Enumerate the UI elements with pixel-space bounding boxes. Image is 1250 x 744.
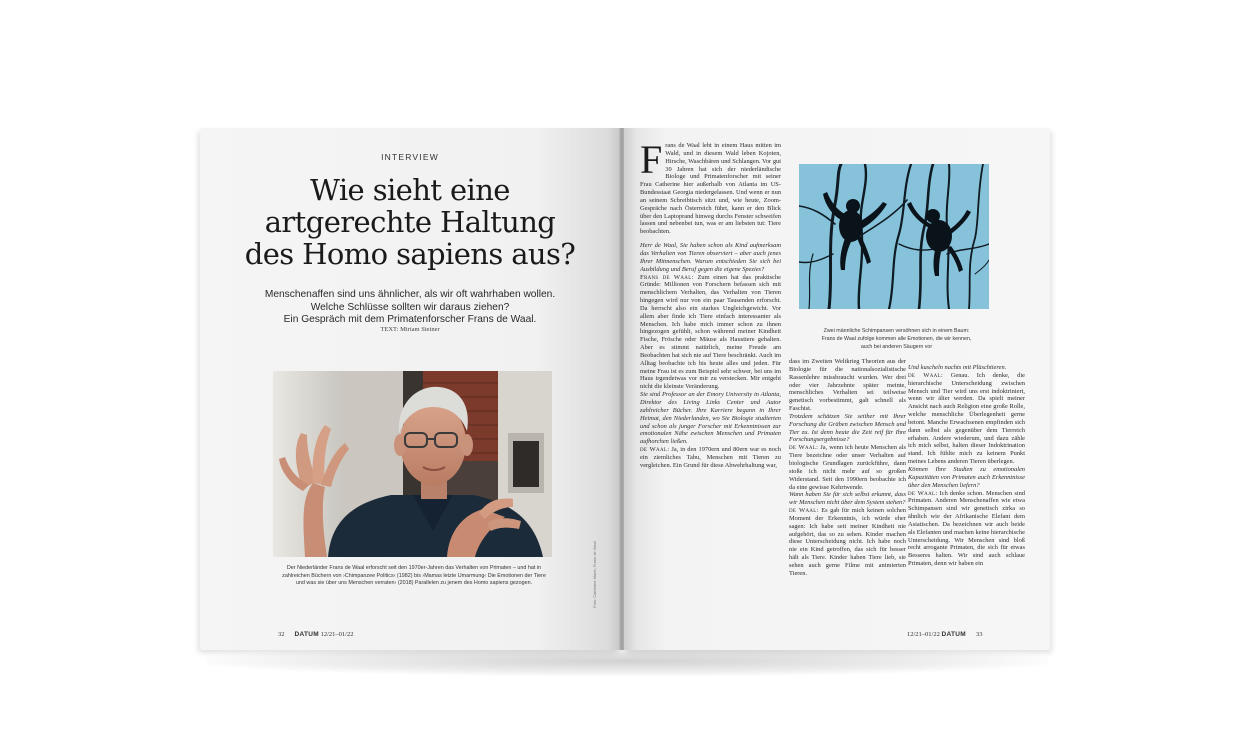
headline [220,174,600,270]
caption-line: Zwei männliche Schimpansen versöhnen sich in einem Baum: [823,328,970,334]
left-page [200,128,620,650]
question: Sie sind Professor an der Emory University in Atlanta, Direktor des Living Links Center und Autor zahlreicher Bücher. Ihre Karriere begann in Ihrer Heimat, den Niederlanden, wo Sie Biologie studierten und schon als junger Forscher mit Erkenntnissen zur emotionalen Nähe zwischen Menschen und Primaten aufhorchen ließen. [640,391,781,446]
question: Wann haben Sie für sich selbst erkannt, dass wir Menschen nicht über dem System stehen? [789,491,906,507]
text-column-3 [908,364,1025,630]
speaker-label: de Waal: [789,444,819,452]
photo-credit: Foto: Catherine Marin, Frans de Waal [592,541,597,608]
speaker-label: de Waal: [640,446,670,454]
answer-continued: dass im Zweiten Weltkrieg Theorien aus der Biologie für die nationalsozialistische Rassenlehre missbraucht wurden. Wer drei oder vier Jahrzehnte später meinte, menschliches Verhalten sei teilweise genetisch vorbestimmt, galt schnell als Faschist. [789,358,906,413]
issue-date: 12/21–01/22 [320,631,354,638]
page-number: 32 [278,631,285,638]
answer: de Waal: Ich denke schon. Menschen sind Primaten. Anderen Menschenaffen wie etwa Schimpansen sind wir genetisch zirka so ähnlich wie der Afrikanische Elefant dem Asiatischen. Da bezeichnen wir auch beide als Elefanten und machen keine hierarchische Unterscheidung. Wir Menschen sind bloß recht arrogante Primaten, die sich für etwas Besseres halten. Wir sind auch schlaue Primaten, denn wir haben ein [908,489,1025,568]
speaker-label: de Waal: [908,489,938,497]
magazine-logo: DATUM [941,631,966,638]
question: Und kuscheln nachts mit Plüschtieren. [908,364,1007,371]
lead-text [230,289,590,327]
text-column-1 [640,142,781,630]
caption-line: und was sie über uns Menschen verraten‹ (2018) Parallelen zu jenem des Homo sapiens gezogen. [295,580,533,587]
lead-line: Ein Gespräch mit dem Primatenforscher Frans de Waal. [283,314,537,325]
drop-cap: F [640,142,663,182]
headline-line: des Homo sapiens aus? [244,237,576,271]
portrait-photo [273,371,552,557]
headline-line: Wie sieht eine [310,173,510,207]
headline-line: artgerechte Haltung [264,205,556,239]
folio-right [907,631,983,638]
magazine-logo: DATUM [294,631,319,638]
caption-line: zahlreichen Büchern von ›Chimpanzee Politics‹ (1982) bis ›Mamas letzte Umarmung‹ Die Emotionen der Tiere [282,572,546,579]
section-rubric: INTERVIEW [381,152,439,162]
byline: TEXT: Miriam Steiner [380,326,440,333]
answer: Frans de Waal: Zum einen hat das praktische Gründe: Millionen von Forschern befassen sich mit menschlichem Verhalten, das Verhalten von Tieren hingegen wird nur von ein paar Tausenden erforscht. Da herrscht also ein starkes Ungleichgewicht. Vor allem aber finde ich Tiere einfach interessanter als Menschen. Ich habe mich immer schon zu ihnen hingezogen gefühlt, schon während meiner Kindheit Fische, Frösche oder Mäuse als Haustiere gehalten. Aber es stimmt natürlich, meine Freude am Beobachten hat sich nie auf Tiere beschränkt. Auch im Alltag beobachte ich bis heute alles und jeden. Für meine Frau ist es zum Beispiel sehr schwer, bei uns im Haus irgendetwas vor mir zu verstecken. Mir entgeht nicht die kleinste Veränderung. [640,273,781,391]
answer: de Waal: Ja, wenn ich heute Menschen als Tiere bezeichne oder unser Verhalten auf biologische Grundlagen zurückführe, dann stoße ich nicht mehr auf so großen Widerstand. Seit den 1990ern beobachte ich da eine gewisse Kehrtwende. [789,444,906,491]
answer: de Waal: Ja, in den 1970ern und 80ern war es noch ein ziemliches Tabu, Menschen mit Tieren zu vergleichen. Ein Grund für diese Abwehrhaltung war, [640,446,781,469]
magazine-shadow [206,646,1048,676]
right-page [624,128,1050,650]
photo-caption [278,565,550,588]
speaker-label: de Waal: [908,371,944,379]
folio-left [278,631,354,638]
photo-caption [799,328,994,351]
speaker-label: Frans de Waal: [640,273,694,281]
page-number: 33 [976,631,983,638]
caption-line: Der Niederländer Frans de Waal erforscht seit den 1970er-Jahren das Verhalten von Primaten – und hat in [286,565,542,571]
text-column-2 [789,358,906,630]
lead-line: Welche Schlüsse sollten wir daraus ziehen? [310,301,510,313]
caption-line: Frans de Waal zufolge kommen alle Emotionen, die wir kennen, [821,335,972,342]
chimpanzee-photo [799,164,989,309]
question: Herr de Waal, Sie haben schon als Kind aufmerksam das Verhalten von Tieren observiert – aber auch jenes Ihrer Mitmenschen. Warum entschieden Sie sich bei Ausbildung und Beruf gegen die eigene Spezies? [640,242,781,273]
issue-date: 12/21–01/22 [907,631,940,638]
question: Trotzdem schätzen Sie seither mit Ihrer Forschung die Gräben zwischen Mensch und Tier zu. Ist denn heute die Zeit reif für Ihre Forschungsergebnisse? [789,412,906,444]
question: Können Ihre Studien zu emotionalen Kapazitäten von Primaten auch Erkenntnisse über den Menschen liefern? [908,465,1025,489]
answer: de Waal: Es gab für mich keinen solchen Moment der Erkenntnis, ich würde eher sagen: Ich habe seit meiner Kindheit nie aufgehört, das so zu sehen. Kinder machen diese Unterscheidung nicht. Ich habe noch nie ein Kind getroffen, das sich für besser hält als Tiere. Kinder haben Tiere lieb, sie sehen auch gerne Filme mit animierten Tieren. [789,507,906,577]
caption-line: auch bei anderen Säugern vor [860,343,933,350]
intro-paragraph: Frans de Waal lebt in einem Haus mitten im Wald, und in diesem Wald leben Kojoten, Hirsche, Waschbären und Schlangen. Vor gut 30 Jahren hat sich der niederländische Biologe und Primatenforscher mit seiner Frau Catherine hier außerhalb von Atlanta im US-Bundesstaat Georgia niedergelassen. Und wenn er nun an seinem Schreibtisch sitzt und, wie heute, Zoom-Gespräche nach Österreich führt, kann er den Blick über den Laptoprand hinweg durchs Fenster schweifen lassen und nebenbei tun, was er am liebsten tut: Tiere beobachten. [640,142,781,236]
answer: de Waal: Genau. Ich denke, die hierarchische Unterscheidung zwischen Mensch und Tier wird uns erst indoktriniert, wenn wir älter werden. Da spielt meiner Ansicht nach auch Religion eine große Rolle, welche menschliche Überlegenheit gerne betont. Manche Erwachsenen empfinden sich dann selbst als gegenüber dem Tierreich erhaben. Andere wiederum, und dazu zähle ich mich selbst, halten dieser Indoktrination stand. Ich fühlte mich zu keinem Punkt meines Lebens anderen Tieren überlegen. [908,371,1025,466]
speaker-label: de Waal: [789,507,819,515]
lead-line: Menschenaffen sind uns ähnlicher, als wir oft wahrhaben wollen. [264,289,556,300]
